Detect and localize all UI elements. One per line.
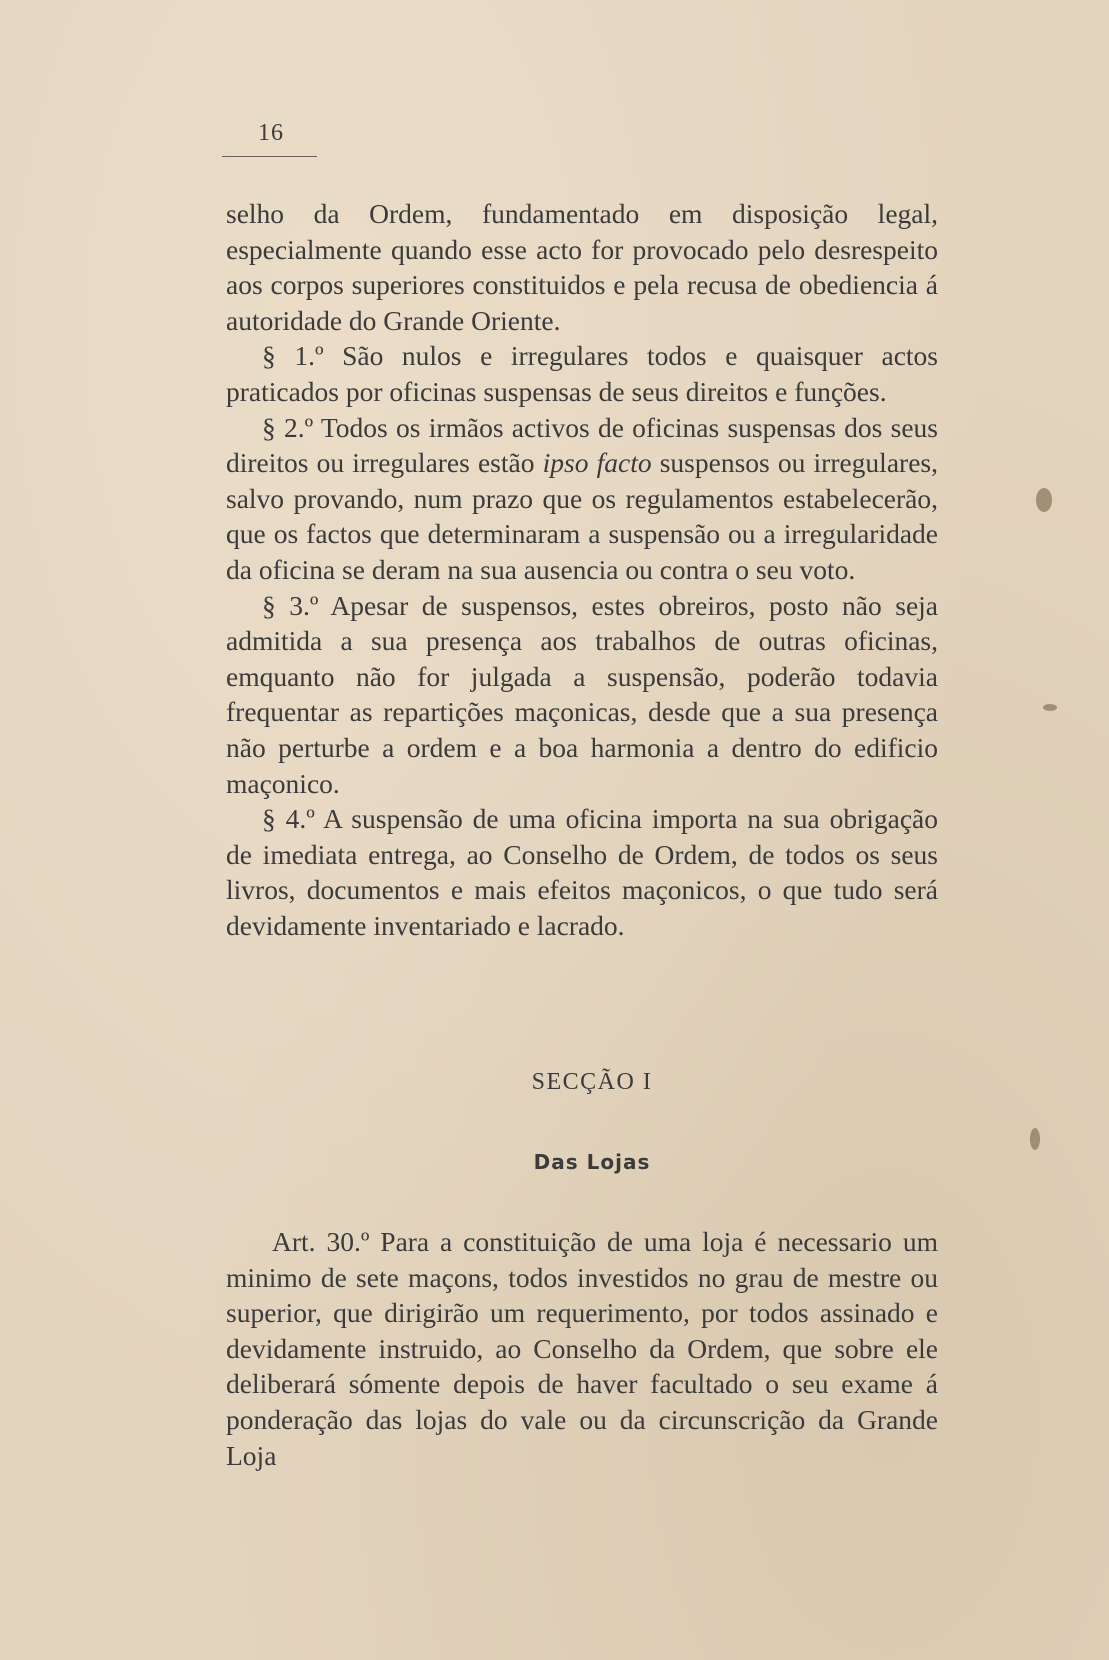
section-title: SECÇÃO I [531,1069,653,1095]
section-subtitle: Das Lojas [533,1150,651,1174]
body-text-top [226,196,938,943]
latin-phrase: ipso facto [542,447,652,479]
paragraph-section-1: § 1.º São nulos e irregulares todos e quaisquer actos praticados por oficinas suspensas de seus direitos e funções. [226,340,938,407]
paper-stain [1036,488,1052,512]
page-number-rule [222,156,317,157]
article-30: Art. 30.º Para a constituição de uma loja é necessario um minimo de sete maçons, todos investidos no grau de mestre ou superior, que dirigirão um requerimento, por todos assinado e devidamente instruido, ao Conselho da Ordem, que sobre ele deliberará sómente depois de haver facultado o seu exame á ponderação das lojas do vale ou da circunscrição da Grande Loja [226,1226,938,1471]
paragraph-section-2: § 2.º Todos os irmãos activos de oficinas suspensas dos seus direitos ou irregulares estão ipso facto suspensos ou irregulares, salvo provando, num prazo que os regulamentos estabelecerão, que os factos que determinaram a suspensão ou a irregularidade da oficina se deram na sua ausencia ou contra o seu voto. [226,411,938,585]
paragraph-section-4: § 4.º A suspensão de uma oficina importa na sua obrigação de imediata entrega, ao Conselho de Ordem, de todos os seus livros, documentos e mais efeitos maçonicos, o que tudo será devidamente inventariado e lacrado. [226,803,938,941]
body-text-article [226,1224,938,1473]
page-number: 16 [258,120,284,146]
paper-stain [1030,1128,1040,1150]
paragraph-continuation: selho da Ordem, fundamentado em disposição legal, especialmente quando esse acto for provocado pelo desrespeito aos corpos superiores constituidos e pela recusa de obediencia á autoridade do Grande Oriente. [226,198,938,336]
paragraph-section-3: § 3.º Apesar de suspensos, estes obreiros, posto não seja admitida a sua presença aos trabalhos de outras oficinas, emquanto não for julgada a suspensão, poderão todavia frequentar as repartições maçonicas, desde que a sua presença não perturbe a ordem e a boa harmonia a dentro do edificio maçonico. [226,589,938,799]
paper-stain [1043,704,1057,711]
